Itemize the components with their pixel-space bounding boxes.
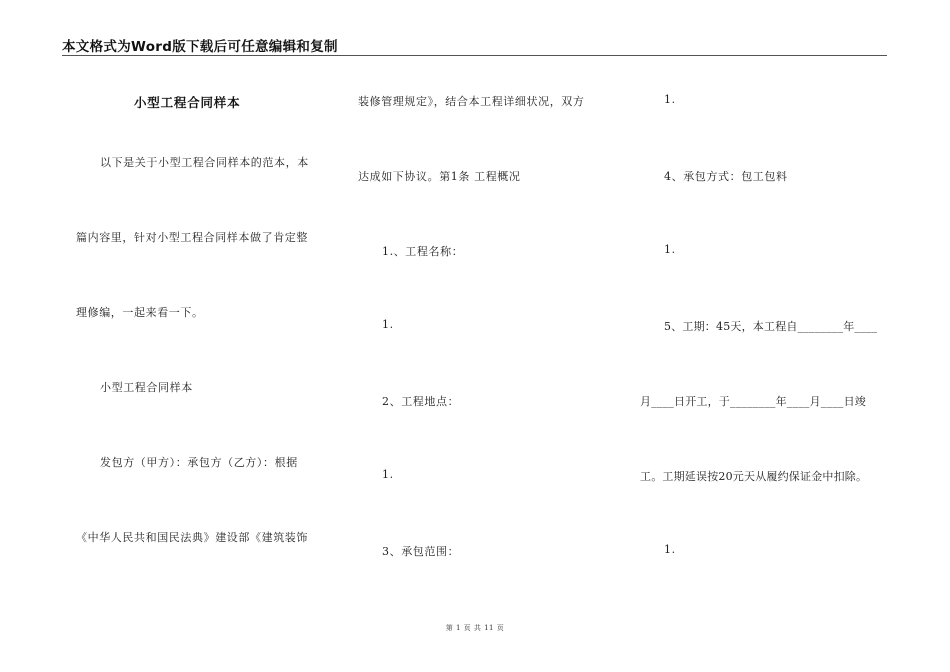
text-line: 以下是关于小型工程合同样本的范本，本 <box>100 156 309 169</box>
text-line: 小型工程合同样本 <box>100 381 193 394</box>
column-3 <box>640 60 890 620</box>
text-line: 《中华人民共和国民法典》建设部《建筑装饰 <box>76 531 308 544</box>
text-line: 达成如下协议。第1条 工程概况 <box>358 170 521 183</box>
text-line: 1. <box>664 93 676 106</box>
text-line: 1. <box>382 318 394 331</box>
text-line: 篇内容里，针对小型工程合同样本做了肯定整 <box>76 231 308 244</box>
text-line: 2、工程地点： <box>382 395 460 408</box>
text-line: 理修编，一起来看一下。 <box>76 306 204 319</box>
document-title: 小型工程合同样本 <box>134 95 241 110</box>
column-1 <box>76 60 326 620</box>
text-line: 1.、工程名称： <box>382 245 464 258</box>
text-line: 5、工期：45天，本工程自________年____ <box>664 320 878 333</box>
page-number: 第 1 页 共 11 页 <box>445 624 505 632</box>
column-2 <box>358 60 608 620</box>
text-line: 1. <box>664 543 676 556</box>
text-line: 装修管理规定》，结合本工程详细状况，双方 <box>358 95 585 108</box>
text-line: 1. <box>382 468 394 481</box>
header-title: 本文格式为Word版下载后可任意编辑和复制 <box>62 39 338 55</box>
text-line: 工。工期延误按20元天从履约保证金中扣除。 <box>640 470 868 483</box>
text-line: 1. <box>664 243 676 256</box>
text-line: 月____日开工，于________年____月____日竣 <box>640 395 866 408</box>
text-line: 发包方（甲方）：承包方（乙方）：根据 <box>100 456 298 469</box>
text-line: 4、承包方式：包工包料 <box>664 170 788 183</box>
text-line: 3、承包范围： <box>382 545 460 558</box>
page-header <box>62 33 887 56</box>
